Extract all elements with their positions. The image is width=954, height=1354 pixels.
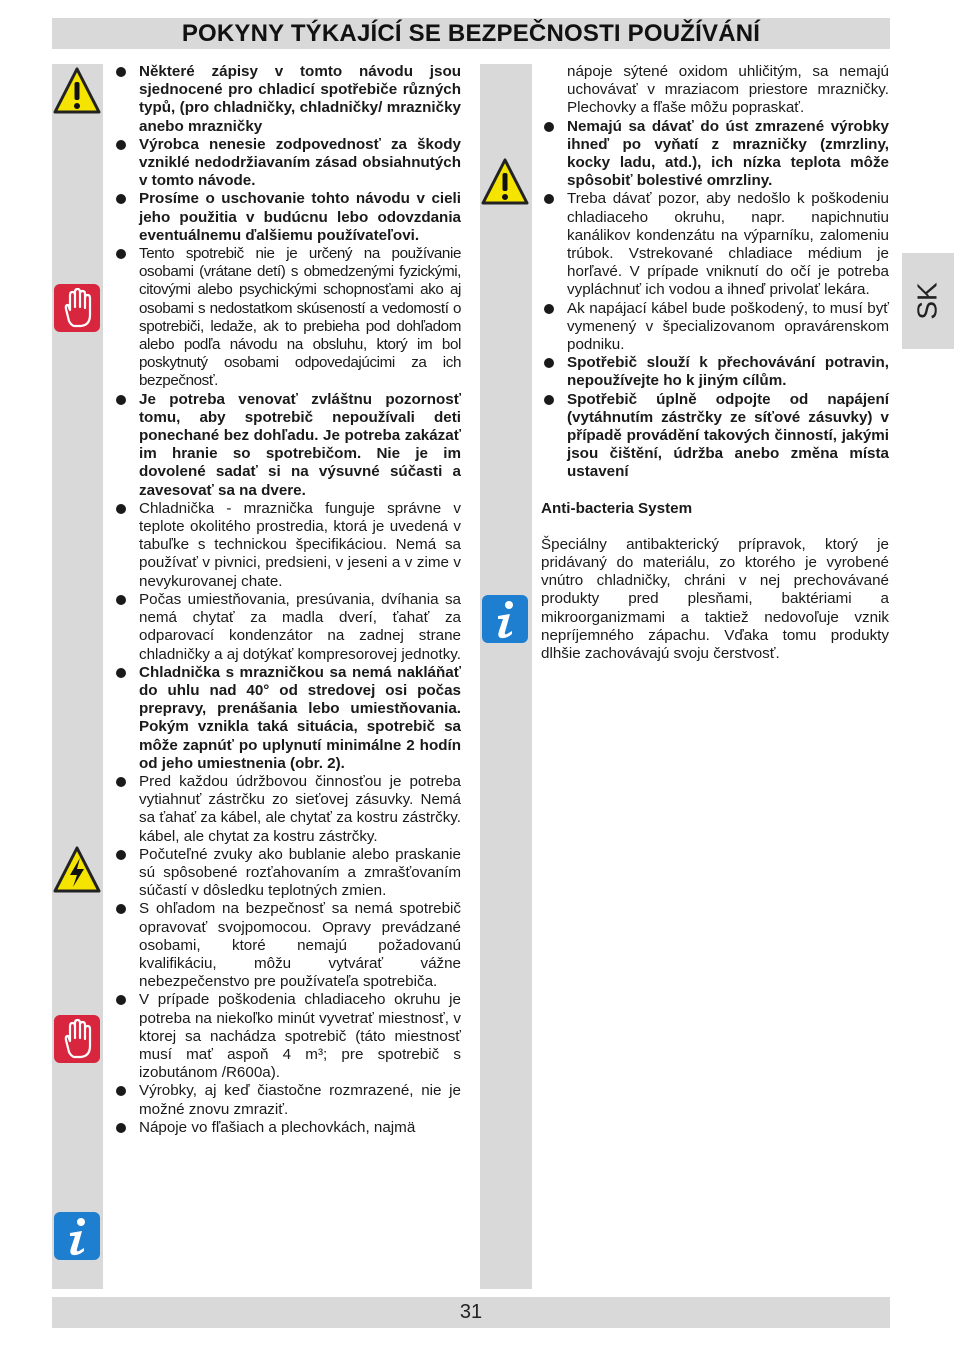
middle-icon-gutter	[480, 64, 532, 1289]
warning-icon	[53, 66, 101, 116]
safety-list-left	[113, 63, 461, 1137]
page-number: 31	[459, 1301, 483, 1323]
title-bar	[52, 18, 890, 49]
info-icon	[481, 594, 529, 644]
list-item: V prípade poškodenia chladiaceho okruhu je potreba na niekoľko minút vyvetrať miestnosť, v ktorej sa nachádza spotrebič (táto miestnosť musí mať aspoň 4 m³; pre spotrebič s izobutánom /R600a).	[113, 991, 461, 1082]
info-icon	[53, 1211, 101, 1261]
page-title: POKYNY TÝKAJÍCÍ SE BEZPEČNOSTI POUŽÍVÁNÍ	[181, 19, 761, 47]
warning-icon	[481, 157, 529, 207]
list-item: Počas umiestňovania, presúvania, dvíhania sa nemá chytať za madla dverí, ťahať za odparovací kondenzátor na zadnej strane chladničky a aj dotýkať kompresorovej jednotky.	[113, 591, 461, 664]
list-item-continued: nápoje sýtené oxidom uhličitým, sa nemajú uchovávať v mraziacom priestore mrazničky. Plechovky a fľaše môžu popraskať.	[567, 63, 889, 117]
list-item: Spotřebič slouží k přechovávání potravin, nepoužívejte ho k jiným cílům.	[541, 354, 889, 390]
list-item: Spotřebič úplně odpojte od napájení (vytáhnutím zástrčky ze síťové zásuvky) v případě provádění takových činností, jakými jsou čištění, údržba anebo změna místa ustavení	[541, 391, 889, 482]
safety-list-right	[541, 63, 889, 482]
list-item: Počuteľné zvuky ako bublanie alebo praskanie sú spôsobené rozťahovaním a zmrašťovaním súčastí v dôsledku teplotných zmien.	[113, 846, 461, 901]
list-item: Pred každou údržbovou činnosťou je potreba vytiahnuť zástrčku zo sieťovej zásuvky. Nemá sa ťahať za kábel, ale chytať za kostru zástrčky. kábel, ale chytat za kostru zástrčky.	[113, 773, 461, 846]
list-item: Výrobca nenesie zodpovednosť za škody vzniklé nedodržiavaním zásad obsiahnutých v tomto návode.	[113, 136, 461, 191]
antibacteria-heading: Anti-bacteria System	[541, 499, 693, 517]
list-item: Chladnička - mraznička funguje správne v teplote okolitého prostredia, ktorá je uvedená v tabuľke s technickou špecifikáciou. Nemá sa používať v pivnici, predsieni, v jeseni a v zime v nevykurovanej chate.	[113, 500, 461, 591]
left-icon-gutter	[52, 64, 103, 1289]
list-item: Ak napájací kábel bude poškodený, to musí byť vymenený v špecializovanom opravárenskom podniku.	[541, 300, 889, 355]
list-item: Tento spotrebič nie je určený na používanie osobami (vrátane detí) s obmedzenými fyzickými, citovými alebo psychickými schopnosťami ako aj osobami s nedostatkom skúseností a vedomostí o spotrebiči, ledaže, ak to prebieha pod dohľadom alebo podľa návodu na obsluhu, ktorý im bol poskytnutý osobami odpovedajúcimi za ich bezpečnosť.	[113, 245, 461, 391]
list-item: Některé zápisy v tomto návodu jsou sjednocené pro chladicí spotřebiče různých typů, (pro chladničky, chladničky/ mrazničky anebo mrazničky	[113, 63, 461, 136]
hand-stop-icon	[53, 1014, 101, 1064]
footer-bar	[52, 1297, 890, 1328]
list-item: Prosíme o uschovanie tohto návodu v cieli jeho použitia v budúcnu lebo odovzdania eventuálnemu ďalšiemu používateľovi.	[113, 190, 461, 245]
language-code: SK	[911, 282, 943, 320]
left-column	[113, 63, 461, 1137]
list-item: Nápoje vo fľašiach a plechovkách, najmä	[113, 1119, 461, 1137]
antibacteria-text: Špeciálny antibakterický prípravok, ktorý je pridávaný do materiálu, zo ktorého je vyrobené vnútro chladničky, chráni v nej prechovávané produkty pred plesňami, baktériami a mikroorganizmami a taktiež nedovoľuje vznik nepríjemného zápachu. Vďaka tomu produkty dlhšie zachovávajú svoju čerstvosť.	[541, 535, 889, 663]
list-item: Je potreba venovať zvláštnu pozornosť tomu, aby spotrebič nepoužívali deti ponechané bez dohľadu. Je potreba zakázať im hranie so spotrebičom. Nie je im dovolené sadať si na výsuvné súčasti a zavesovať sa na dvere.	[113, 391, 461, 500]
list-item: Treba dávať pozor, aby nedošlo k poškodeniu chladiaceho okruhu, napr. napichnutiu kanálikov kondenzátu na výparníku, zalomeniu trúbok. Vstrekované chladiace médium je horľavé. V prípade vniknutí do očí je potreba vypláchnuť ich vodou a ihneď privolať lekára.	[541, 190, 889, 299]
list-item: S ohľadom na bezpečnosť sa nemá spotrebič opravovať svojpomocou. Opravy prevádzané osobami, ktoré nemajú požadovanú kvalifikáciu, môžu vytvárať vážne nebezpečenstvo pre používateľa spotrebiča.	[113, 900, 461, 991]
hand-stop-icon	[53, 283, 101, 333]
list-item: Nemajú sa dávať do úst zmrazené výrobky ihneď po vyňatí z mrazničky (zmrzliny, kocky ladu, atd.), ich nízka teplota môže spôsobiť bolestivé omrzliny.	[541, 118, 889, 191]
electric-hazard-icon	[53, 845, 101, 895]
language-tab	[902, 253, 954, 349]
list-item: Chladnička s mrazničkou sa nemá nakláňať do uhlu nad 40° od stredovej osi počas prepravy, prenášania lebo umiestňovania. Pokým vznikla taká situácia, spotrebič sa môže zapnúť po uplynutí minimálne 2 hodín od jeho umiestnenia (obr. 2).	[113, 664, 461, 773]
right-column	[541, 63, 889, 663]
list-item: Výrobky, aj keď čiastočne rozmrazené, nie je možné znovu zmraziť.	[113, 1082, 461, 1118]
